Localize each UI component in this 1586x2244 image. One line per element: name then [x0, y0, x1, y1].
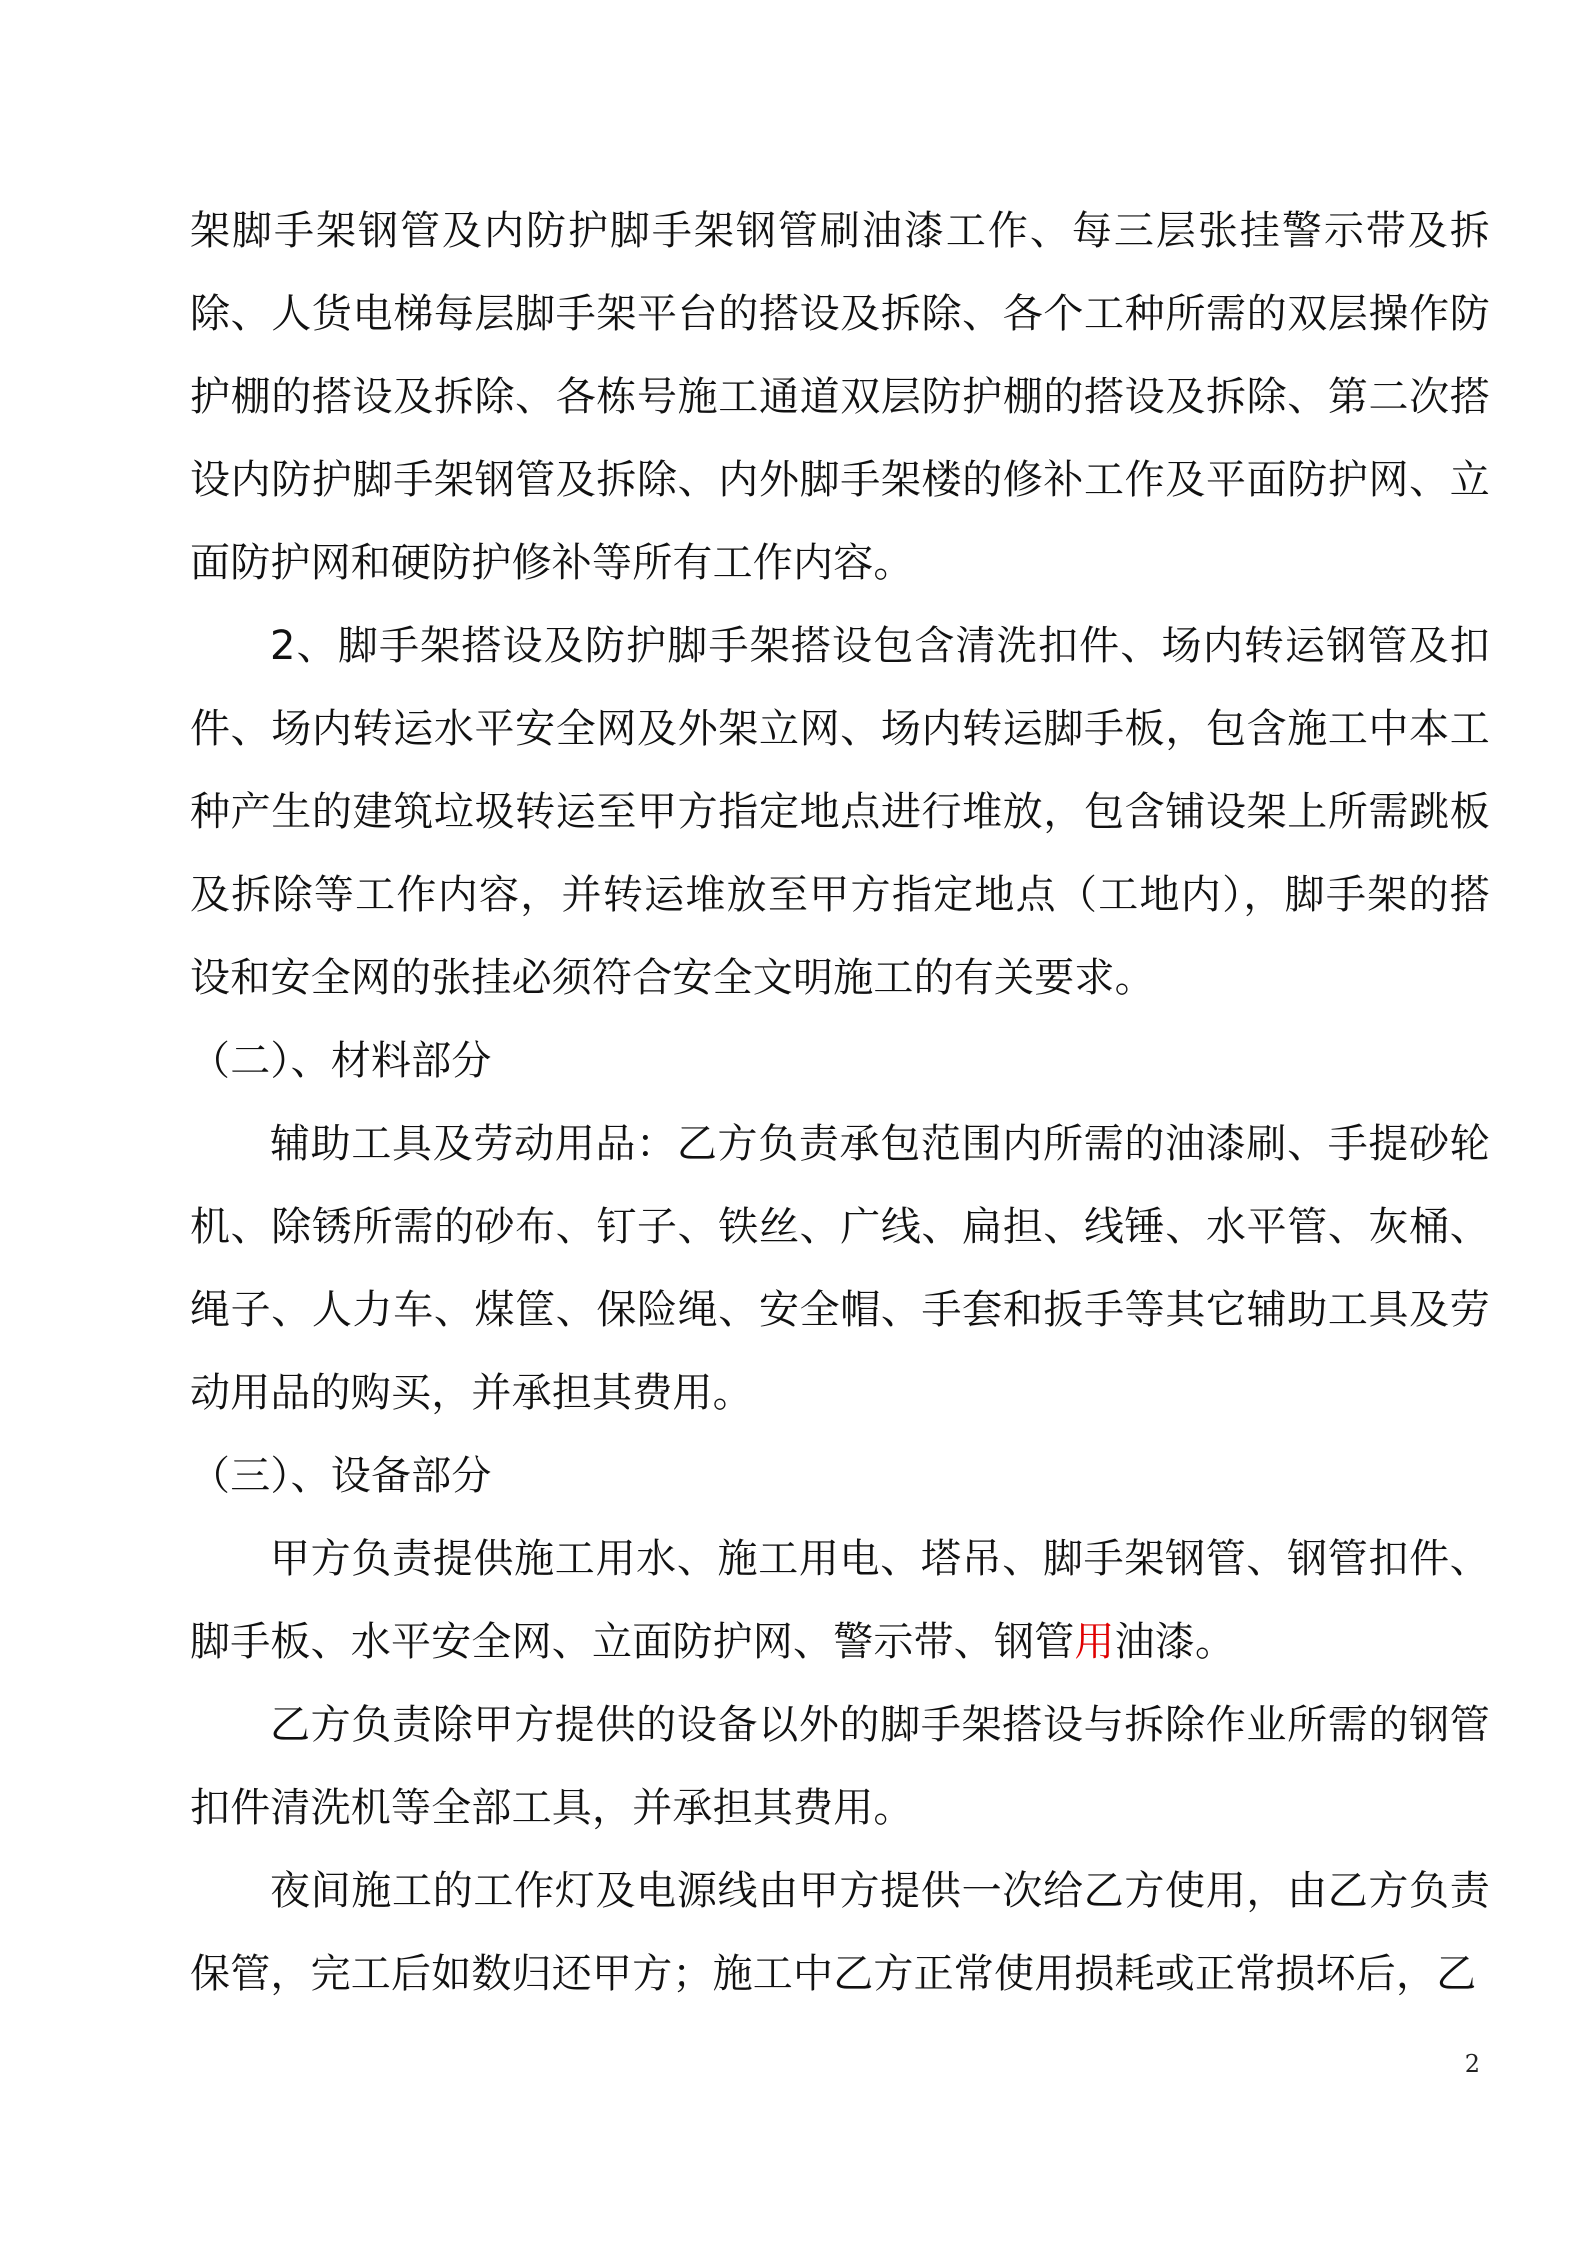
section-heading-materials: （二）、材料部分 — [190, 1038, 492, 1084]
paragraph-scaffold-scope-continued: 架脚手架钢管及内防护脚手架钢管刷油漆工作、每三层张挂警示带及拆除、人货电梯每层脚手架平台的搭设及拆除、各个工种所需的双层操作防护棚的搭设及拆除、各栋号施工通道双层防护棚的搭设及拆除、第二次搭设内防护脚手架钢管及拆除、内外脚手架楼的修补工作及平面防护网、立面防护网和硬防护修补等所有工作内容。 — [190, 208, 1490, 586]
page-number: 2 — [1464, 2050, 1480, 2078]
paragraph-night-work-lighting: 夜间施工的工作灯及电源线由甲方提供一次给乙方使用，由乙方负责保管，完工后如数归还甲方；施工中乙方正常使用损耗或正常损坏后，乙 — [190, 1868, 1490, 1997]
paragraph-auxiliary-tools: 辅助工具及劳动用品：乙方负责承包范围内所需的油漆刷、手提砂轮机、除锈所需的砂布、钉子、铁丝、广线、扁担、线锤、水平管、灰桶、绳子、人力车、煤筐、保险绳、安全帽、手套和扳手等其它辅助工具及劳动用品的购买，并承担其费用。 — [190, 1121, 1490, 1416]
party-a-supplies-text-before: 甲方负责提供施工用水、施工用电、塔吊、脚手架钢管、钢管扣件、脚手板、水平安全网、立面防护网、警示带、钢管 — [190, 1536, 1490, 1665]
section-heading-equipment: （三）、设备部分 — [190, 1453, 492, 1499]
red-highlight-text: 用 — [1074, 1619, 1115, 1665]
paragraph-party-a-supplies — [190, 1518, 1490, 1684]
paragraph-item-2-scaffold-erection: 2、脚手架搭设及防护脚手架搭设包含清洗扣件、场内转运钢管及扣件、场内转运水平安全网及外架立网、场内转运脚手板，包含施工中本工种产生的建筑垃圾转运至甲方指定地点进行堆放，包含铺设架上所需跳板及拆除等工作内容，并转运堆放至甲方指定地点（工地内），脚手架的搭设和安全网的张挂必须符合安全文明施工的有关要求。 — [190, 623, 1490, 1001]
party-a-supplies-text-after: 油漆。 — [1114, 1619, 1236, 1665]
paragraph-party-b-tools: 乙方负责除甲方提供的设备以外的脚手架搭设与拆除作业所需的钢管扣件清洗机等全部工具，并承担其费用。 — [190, 1702, 1490, 1831]
document-body — [190, 190, 1490, 2016]
